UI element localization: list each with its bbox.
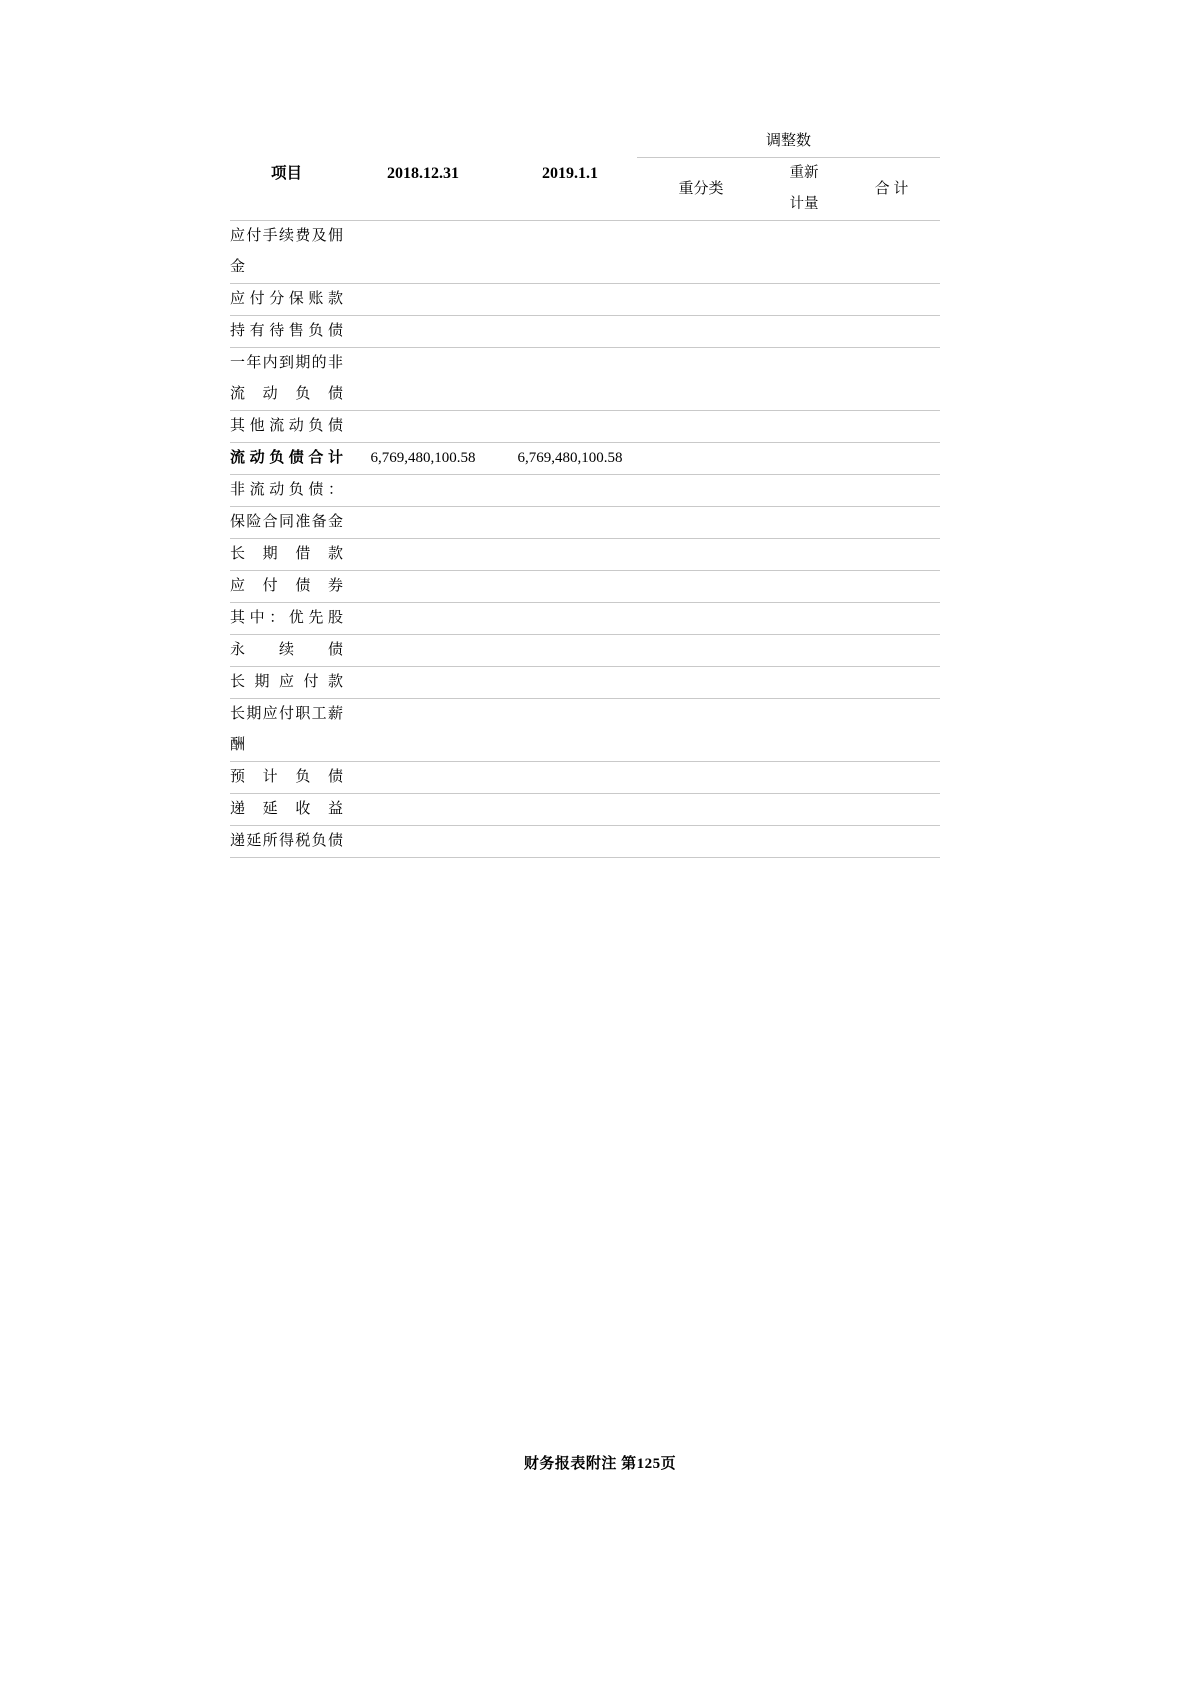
row-value-2018 xyxy=(343,603,503,635)
row-value-total xyxy=(843,667,940,699)
row-value-2019 xyxy=(503,316,637,348)
row-item-label: 永续债 xyxy=(230,635,343,667)
table-row xyxy=(230,667,940,699)
row-value-remeasurement xyxy=(765,348,843,411)
row-value-remeasurement xyxy=(765,603,843,635)
row-value-remeasurement xyxy=(765,443,843,475)
row-value-total xyxy=(843,571,940,603)
financial-table-container xyxy=(230,126,940,858)
row-item-label: 应付分保账款 xyxy=(230,284,343,316)
table-row xyxy=(230,539,940,571)
row-value-2018 xyxy=(343,475,503,507)
header-cell-2019: 2019.1.1 xyxy=(503,126,637,221)
row-item-label: 长期应付款 xyxy=(230,667,343,699)
row-value-remeasurement xyxy=(765,667,843,699)
row-value-2018 xyxy=(343,284,503,316)
row-value-2019 xyxy=(503,603,637,635)
header-cell-remeasurement xyxy=(765,158,843,221)
row-value-total xyxy=(843,635,940,667)
row-value-2019 xyxy=(503,284,637,316)
table-row xyxy=(230,316,940,348)
row-value-reclassification xyxy=(637,571,765,603)
row-value-reclassification xyxy=(637,826,765,858)
row-value-2018: 6,769,480,100.58 xyxy=(343,443,503,475)
row-value-reclassification xyxy=(637,762,765,794)
row-value-2018 xyxy=(343,571,503,603)
row-value-reclassification xyxy=(637,603,765,635)
row-value-remeasurement xyxy=(765,316,843,348)
row-value-2018 xyxy=(343,316,503,348)
row-value-2019 xyxy=(503,826,637,858)
row-value-2018 xyxy=(343,826,503,858)
row-value-2019 xyxy=(503,539,637,571)
row-value-total xyxy=(843,284,940,316)
row-value-2019 xyxy=(503,411,637,443)
row-value-remeasurement xyxy=(765,571,843,603)
row-value-reclassification xyxy=(637,348,765,411)
table-row xyxy=(230,475,940,507)
row-value-2019 xyxy=(503,475,637,507)
row-item-label: 递延收益 xyxy=(230,794,343,826)
row-value-remeasurement xyxy=(765,539,843,571)
row-value-remeasurement xyxy=(765,221,843,284)
row-value-remeasurement xyxy=(765,507,843,539)
row-value-2019 xyxy=(503,507,637,539)
table-row xyxy=(230,699,940,762)
row-value-total xyxy=(843,539,940,571)
table-row xyxy=(230,221,940,284)
table-row xyxy=(230,603,940,635)
row-item-label: 其中：优先股 xyxy=(230,603,343,635)
row-value-remeasurement xyxy=(765,635,843,667)
row-value-2018 xyxy=(343,699,503,762)
row-value-reclassification xyxy=(637,411,765,443)
header-cell-item: 项目 xyxy=(230,126,343,221)
row-value-reclassification xyxy=(637,635,765,667)
row-value-reclassification xyxy=(637,316,765,348)
row-value-total xyxy=(843,826,940,858)
row-value-2018 xyxy=(343,221,503,284)
row-item-label: 应付债券 xyxy=(230,571,343,603)
row-item-label: 长期借款 xyxy=(230,539,343,571)
row-value-2018 xyxy=(343,411,503,443)
row-value-total xyxy=(843,475,940,507)
row-value-reclassification xyxy=(637,539,765,571)
row-value-total xyxy=(843,794,940,826)
remeasurement-line-2: 计量 xyxy=(789,196,819,212)
header-cell-total: 合 计 xyxy=(843,158,940,221)
row-value-2019 xyxy=(503,348,637,411)
row-value-total xyxy=(843,411,940,443)
row-value-reclassification xyxy=(637,221,765,284)
row-value-2018 xyxy=(343,507,503,539)
table-header xyxy=(230,126,940,221)
row-value-2019 xyxy=(503,699,637,762)
row-value-remeasurement xyxy=(765,475,843,507)
row-value-reclassification xyxy=(637,794,765,826)
row-value-total xyxy=(843,699,940,762)
row-item-label: 其他流动负债 xyxy=(230,411,343,443)
row-value-remeasurement xyxy=(765,762,843,794)
row-value-total xyxy=(843,443,940,475)
header-cell-2018: 2018.12.31 xyxy=(343,126,503,221)
remeasurement-line-1: 重新 xyxy=(789,165,819,181)
row-value-2019 xyxy=(503,667,637,699)
row-value-total xyxy=(843,762,940,794)
table-row xyxy=(230,348,940,411)
row-value-total xyxy=(843,348,940,411)
row-value-2018 xyxy=(343,667,503,699)
table-row xyxy=(230,762,940,794)
row-value-remeasurement xyxy=(765,826,843,858)
table-row xyxy=(230,507,940,539)
row-value-2018 xyxy=(343,635,503,667)
row-value-reclassification xyxy=(637,699,765,762)
row-item-label: 持有待售负债 xyxy=(230,316,343,348)
row-item-label: 流动负债合计 xyxy=(230,443,343,475)
row-value-2019 xyxy=(503,571,637,603)
row-value-remeasurement xyxy=(765,699,843,762)
header-cell-adjustment-group: 调整数 xyxy=(637,126,940,158)
row-value-2019 xyxy=(503,221,637,284)
row-item-label: 递延所得税负债 xyxy=(230,826,343,858)
page-footer: 财务报表附注 第125页 xyxy=(523,1456,677,1472)
row-value-reclassification xyxy=(637,284,765,316)
row-value-2019 xyxy=(503,635,637,667)
row-value-remeasurement xyxy=(765,411,843,443)
row-item-label: 长期应付职工薪酬 xyxy=(230,699,343,762)
row-item-label: 预计负债 xyxy=(230,762,343,794)
header-row-group xyxy=(230,126,940,158)
row-value-reclassification xyxy=(637,667,765,699)
row-value-2018 xyxy=(343,794,503,826)
row-value-remeasurement xyxy=(765,284,843,316)
row-value-2018 xyxy=(343,539,503,571)
row-value-remeasurement xyxy=(765,794,843,826)
table-body xyxy=(230,221,940,858)
table-row xyxy=(230,794,940,826)
row-value-total xyxy=(843,603,940,635)
row-value-2019 xyxy=(503,794,637,826)
table-row xyxy=(230,635,940,667)
table-row xyxy=(230,411,940,443)
row-item-label: 非流动负债： xyxy=(230,475,343,507)
first-time-adoption-table xyxy=(230,126,940,858)
table-row xyxy=(230,284,940,316)
row-value-2019 xyxy=(503,762,637,794)
table-row xyxy=(230,443,940,475)
header-cell-reclassification: 重分类 xyxy=(637,158,765,221)
row-value-2019: 6,769,480,100.58 xyxy=(503,443,637,475)
row-value-reclassification xyxy=(637,443,765,475)
row-value-reclassification xyxy=(637,475,765,507)
row-value-total xyxy=(843,221,940,284)
row-value-2018 xyxy=(343,348,503,411)
row-value-2018 xyxy=(343,762,503,794)
row-value-reclassification xyxy=(637,507,765,539)
row-value-total xyxy=(843,316,940,348)
table-row xyxy=(230,571,940,603)
row-item-label: 一年内到期的非流动负债 xyxy=(230,348,343,411)
row-item-label: 应付手续费及佣金 xyxy=(230,221,343,284)
row-value-total xyxy=(843,507,940,539)
row-item-label: 保险合同准备金 xyxy=(230,507,343,539)
table-row xyxy=(230,826,940,858)
